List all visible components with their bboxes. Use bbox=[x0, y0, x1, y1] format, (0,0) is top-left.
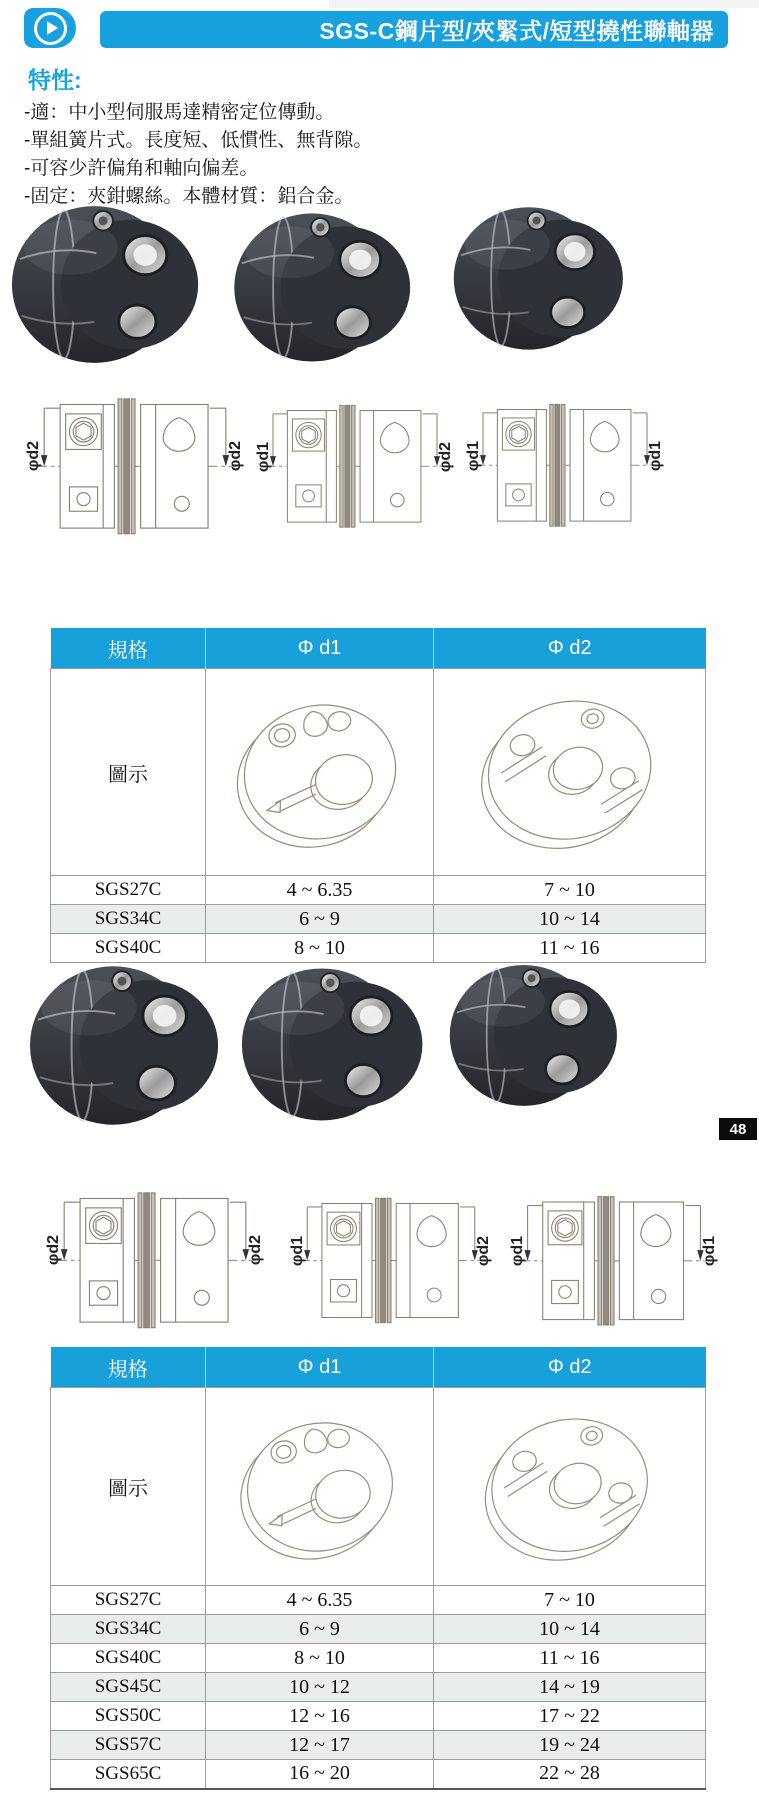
dim-label: φd2 bbox=[25, 440, 43, 472]
section-drawing-1 bbox=[25, 374, 244, 538]
illustration-row bbox=[51, 1388, 706, 1586]
cell-d2: 14 ~ 19 bbox=[434, 1673, 706, 1702]
cell-d1: 12 ~ 17 bbox=[206, 1731, 434, 1760]
cell-model: SGS40C bbox=[51, 934, 206, 963]
table-row bbox=[51, 1731, 706, 1760]
header-model: 規格 bbox=[51, 1347, 206, 1388]
table-row bbox=[51, 905, 706, 934]
page-number-badge: 48 bbox=[719, 1118, 757, 1140]
features-heading: 特性: bbox=[28, 67, 82, 93]
cell-d2: 11 ~ 16 bbox=[434, 934, 706, 963]
table-header-row bbox=[51, 1347, 706, 1388]
cell-d2: 10 ~ 14 bbox=[434, 1615, 706, 1644]
feature-line: -適：中小型伺服馬達精密定位傳動。 bbox=[24, 102, 335, 123]
table-row bbox=[51, 1760, 706, 1789]
dim-label: φd1 bbox=[255, 441, 273, 473]
cell-d1: 8 ~ 10 bbox=[206, 934, 434, 963]
dim-label: φd2 bbox=[246, 1234, 264, 1266]
header-d2: Φ d2 bbox=[434, 1347, 706, 1388]
page-title-text: SGS-C鋼片型/夾緊式/短型撓性聯軸器 bbox=[319, 18, 714, 44]
table-row bbox=[51, 1673, 706, 1702]
illustration-d1 bbox=[206, 669, 434, 876]
table-row bbox=[51, 1644, 706, 1673]
play-icon bbox=[34, 12, 67, 45]
illustration-d2 bbox=[434, 669, 706, 876]
dim-label: φd1 bbox=[700, 1235, 718, 1267]
cell-d1: 4 ~ 6.35 bbox=[206, 1586, 434, 1615]
dim-label: φd1 bbox=[289, 1235, 307, 1267]
dim-label: φd2 bbox=[436, 441, 454, 473]
header-d2: Φ d2 bbox=[434, 628, 706, 669]
coupling-photo-6 bbox=[448, 952, 624, 1118]
spec-table-2 bbox=[50, 1347, 706, 1790]
feature-line: -可容少許偏角和軸向偏差。 bbox=[24, 158, 259, 179]
cell-model: SGS27C bbox=[51, 876, 206, 905]
coupling-photo-5 bbox=[240, 958, 430, 1130]
cell-model: SGS50C bbox=[51, 1702, 206, 1731]
dim-label: φd2 bbox=[474, 1235, 492, 1267]
cell-d1: 12 ~ 16 bbox=[206, 1702, 434, 1731]
dim-label: φd1 bbox=[465, 440, 483, 472]
cell-model: SGS45C bbox=[51, 1673, 206, 1702]
section-drawing-2 bbox=[255, 378, 454, 536]
table-row bbox=[51, 876, 706, 905]
brand-block bbox=[24, 8, 76, 48]
cell-d2: 19 ~ 24 bbox=[434, 1731, 706, 1760]
header-model: 規格 bbox=[51, 628, 206, 669]
cell-model: SGS27C bbox=[51, 1586, 206, 1615]
cell-d1: 16 ~ 20 bbox=[206, 1760, 434, 1789]
cell-d2: 22 ~ 28 bbox=[434, 1760, 706, 1789]
cell-model: SGS65C bbox=[51, 1760, 206, 1789]
spec-table-1-clip bbox=[50, 628, 707, 959]
cell-d2: 7 ~ 10 bbox=[434, 1586, 706, 1615]
feature-line: -固定：夾鉗螺絲。本體材質：鋁合金。 bbox=[24, 186, 354, 207]
cell-d1: 10 ~ 12 bbox=[206, 1673, 434, 1702]
table-header-row bbox=[51, 628, 706, 669]
spec-table-1 bbox=[50, 628, 706, 963]
page-top-strip bbox=[329, 0, 759, 8]
page-title bbox=[100, 11, 728, 48]
header-d1: Φ d1 bbox=[206, 628, 434, 669]
illustration-d2 bbox=[434, 1388, 706, 1586]
illustration-label: 圖示 bbox=[51, 669, 206, 876]
cell-d1: 6 ~ 9 bbox=[206, 905, 434, 934]
illustration-label: 圖示 bbox=[51, 1388, 206, 1586]
cell-d2: 7 ~ 10 bbox=[434, 876, 706, 905]
table-row bbox=[51, 1586, 706, 1615]
spec-table-2-wrap bbox=[50, 1347, 707, 1790]
coupling-photo-2 bbox=[226, 206, 424, 368]
dim-label: φd2 bbox=[226, 440, 244, 472]
table-row bbox=[51, 1615, 706, 1644]
coupling-photo-3 bbox=[452, 200, 630, 356]
section-drawing-5 bbox=[289, 1172, 492, 1330]
cell-model: SGS40C bbox=[51, 1644, 206, 1673]
header-d1: Φ d1 bbox=[206, 1347, 434, 1388]
section-drawing-4 bbox=[45, 1168, 264, 1332]
dim-label: φd2 bbox=[45, 1234, 63, 1266]
coupling-photo-1 bbox=[10, 198, 206, 370]
cell-d1: 4 ~ 6.35 bbox=[206, 876, 434, 905]
section-drawing-3 bbox=[465, 380, 664, 532]
section-drawing-6 bbox=[509, 1175, 718, 1327]
cell-d2: 10 ~ 14 bbox=[434, 905, 706, 934]
cell-model: SGS34C bbox=[51, 905, 206, 934]
dim-label: φd1 bbox=[509, 1235, 527, 1267]
table-row bbox=[51, 1702, 706, 1731]
cell-d1: 8 ~ 10 bbox=[206, 1644, 434, 1673]
cell-d2: 17 ~ 22 bbox=[434, 1702, 706, 1731]
illustration-d1 bbox=[206, 1388, 434, 1586]
feature-line: -單組簧片式。長度短、低慣性、無背隙。 bbox=[24, 130, 373, 151]
cell-d1: 6 ~ 9 bbox=[206, 1615, 434, 1644]
illustration-row bbox=[51, 669, 706, 876]
cell-model: SGS57C bbox=[51, 1731, 206, 1760]
cell-model: SGS34C bbox=[51, 1615, 206, 1644]
dim-label: φd1 bbox=[646, 440, 664, 472]
cell-d2: 11 ~ 16 bbox=[434, 1644, 706, 1673]
coupling-photo-4 bbox=[28, 946, 226, 1144]
